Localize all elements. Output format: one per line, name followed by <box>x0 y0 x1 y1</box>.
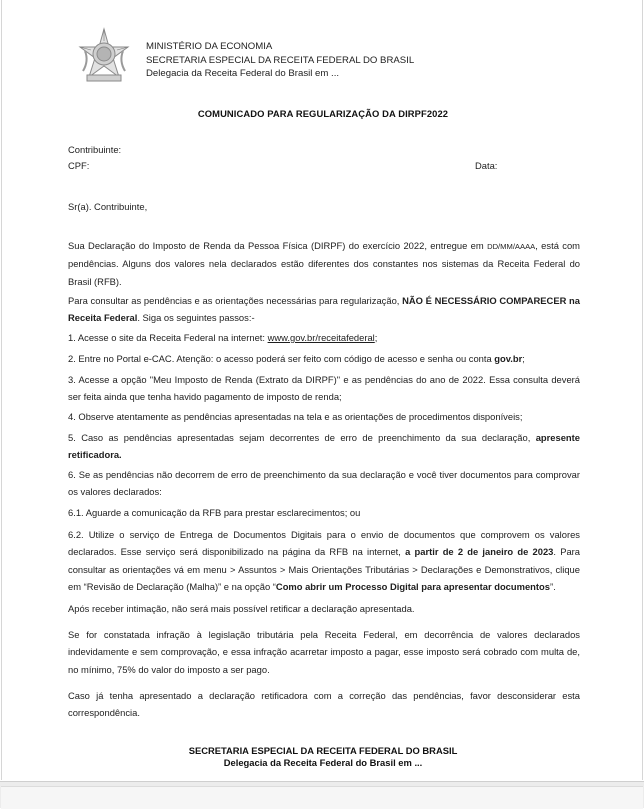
footer-secretariat: SECRETARIA ESPECIAL DA RECEITA FEDERAL DO BRASIL <box>188 745 458 756</box>
contribuinte-label: Contribuinte: <box>68 144 122 155</box>
data-label: Data: <box>475 160 498 171</box>
footer-delegacia: Delegacia da Receita Federal do Brasil em ... <box>223 757 423 768</box>
receita-federal-link[interactable]: www.gov.br/receitafederal <box>267 332 375 343</box>
coat-of-arms-icon <box>75 27 133 85</box>
secretariat-name: SECRETARIA ESPECIAL DA RECEITA FEDERAL DO BRASIL <box>146 54 415 66</box>
document-title: COMUNICADO PARA REGULARIZAÇÃO DA DIRPF2022 <box>197 108 449 119</box>
step-1: 1. Acesse o site da Receita Federal na internet: www.gov.br/receitafederal; <box>68 332 378 343</box>
ministry-name: MINISTÉRIO DA ECONOMIA <box>146 41 273 52</box>
step-3: 3. Acesse a opção "Meu Imposto de Renda (Extrato da DIRPF)" e as pendências do ano de 2022. Essa consulta deverá ser feita ainda que tenha havido pagamento de imposto de renda; <box>68 374 580 403</box>
step-2: 2. Entre no Portal e-CAC. Atenção: o acesso poderá ser feito com código de acesso e senha ou conta gov.br; <box>68 353 525 364</box>
paragraph-desconsiderar: Caso já tenha apresentado a declaração retificadora com a correção das pendências, favor desconsiderar esta correspondência. <box>68 690 580 719</box>
signature-block <box>2 745 644 769</box>
step-5: 5. Caso as pendências apresentadas sejam decorrentes de erro de preenchimento da sua declaração, apresente retificadora. <box>68 432 580 461</box>
paragraph-apos-intimacao: Após receber intimação, não será mais possível retificar a declaração apresentada. <box>68 603 415 614</box>
next-page-edge <box>1 786 643 809</box>
letterhead <box>146 40 414 81</box>
page-gap <box>0 781 644 808</box>
salutation: Sr(a). Contribuinte, <box>68 201 148 212</box>
delegacia-name: Delegacia da Receita Federal do Brasil em ... <box>146 68 340 79</box>
document-page <box>1 0 643 780</box>
paragraph-declaracao: Sua Declaração do Imposto de Renda da Pessoa Física (DIRPF) do exercício 2022, entregue em DD/MM/AAAA, está com pendências. Alguns dos valores nela declarados estão diferentes dos constantes nos sistemas da Receita Federal do Brasil (RFB). <box>68 240 580 287</box>
cpf-label: CPF: <box>68 160 90 171</box>
step-4: 4. Observe atentamente as pendências apresentadas na tela e as orientações de procedimentos disponíveis; <box>68 411 523 422</box>
paragraph-infracao: Se for constatada infração à legislação tributária pela Receita Federal, em decorrência de valores declarados indevidamente e sem comprovação, e essa infração acarretar imposto a pagar, esse imposto será cobrado com multa de, no mínimo, 75% do valor do imposto a ser pago. <box>68 629 580 675</box>
step-6-2: 6.2. Utilize o serviço de Entrega de Documentos Digitais para o envio de documentos que comprovem os valores declarados. Esse serviço será disponibilizado na página da RFB na internet, a partir de 2 de janeiro de 2023. Para consultar as orientações vá em menu > Assuntos > Mais Orientações Tributárias > Declarações e Demonstrativos, clique em “Revisão de Declaração (Malha)” e na opção “Como abrir um Processo Digital para apresentar documentos”. <box>68 529 581 592</box>
paragraph-consulta: Para consultar as pendências e as orientações necessárias para regularização, NÃO É NECESSÁRIO COMPARECER na Receita Federal. Siga os seguintes passos:- <box>68 295 580 324</box>
date-placeholder: DD/MM/AAAA <box>487 242 536 251</box>
step-6-1: 6.1. Aguarde a comunicação da RFB para prestar esclarecimentos; ou <box>68 507 361 518</box>
step-6: 6. Se as pendências não decorrem de erro de preenchimento da sua declaração e você tiver documentos para comprovar os valores declarados: <box>68 469 580 498</box>
